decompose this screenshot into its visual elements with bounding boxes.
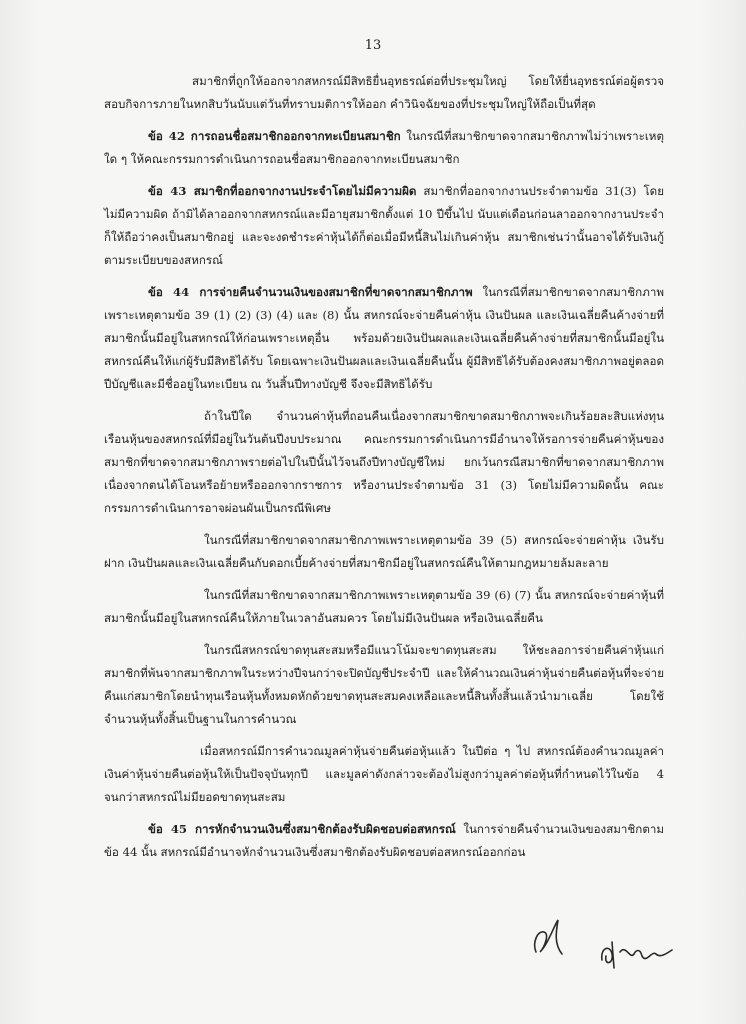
- article-44-heading: ข้อ 44 การจ่ายคืนจำนวนเงินของสมาชิกที่ขาดจากสมาชิกภาพ: [148, 285, 473, 299]
- article-42-heading: ข้อ 42 การถอนชื่อสมาชิกออกจากทะเบียนสมาชิก: [148, 129, 401, 143]
- article-44-text: ในกรณีที่สมาชิกขาดจากสมาชิกภาพเพราะเหตุตามข้อ 39 (1) (2) (3) (4) และ (8) นั้น สหกรณ์จะจ่ายคืนค่าหุ้น เงินปันผล และเงินเฉลี่ยคืนค้างจ่ายที่สมาชิกนั้นมีอยู่ในสหกรณ์ให้ก่อนเพราะเหตุอื่น พร้อมด้วยเงินปันผลและเงินเฉลี่ยคืนค้างจ่ายที่สมาชิกนั้นมีอยู่ในสหกรณ์คืนให้แก่ผู้รับมีสิทธิได้รับ โดยเฉพาะเงินปันผลและเงินเฉลี่ยคืนนั้น ผู้มีสิทธิได้รับต้องคงสมาชิกภาพอยู่ตลอดปีบัญชีและมีชื่ออยู่ในทะเบียน ณ วันสิ้นปีทางบัญชี จึงจะมีสิทธิได้รับ: [104, 285, 664, 391]
- signature-1-icon: [528, 912, 568, 962]
- article-44-paragraph-2: ถ้าในปีใด จำนวนค่าหุ้นที่ถอนคืนเนื่องจากสมาชิกขาดสมาชิกภาพจะเกินร้อยละสิบแห่งทุนเรือนหุ้นของสหกรณ์ที่มีอยู่ในวันต้นปีงบประมาณ คณะกรรมการดำเนินการมีอำนาจให้รอการจ่ายคืนค่าหุ้นของสมาชิกที่ขาดจากสมาชิกภาพรายต่อไปในปีนั้นไว้จนถึงปีทางบัญชีใหม่ ยกเว้นกรณีสมาชิกที่ขาดจากสมาชิกภาพเนื่องจากตนได้โอนหรือย้ายหรือออกจากราชการ หรืองานประจำตามข้อ 31 (3) โดยไม่มีความผิดนั้น คณะกรรมการดำเนินการอาจผ่อนผันเป็นกรณีพิเศษ: [104, 409, 664, 515]
- document-body: [104, 70, 664, 873]
- article-42-text: ในกรณีที่สมาชิกขาดจากสมาชิกภาพไม่ว่าเพราะเหตุใด ๆ ให้คณะกรรมการดำเนินการถอนชื่อสมาชิกออกจากทะเบียนสมาชิก: [104, 129, 664, 166]
- page-number: 13: [364, 38, 382, 53]
- article-44-paragraph-6: เมื่อสหกรณ์มีการคำนวณมูลค่าหุ้นจ่ายคืนต่อหุ้นแล้ว ในปีต่อ ๆ ไป สหกรณ์ต้องคำนวณมูลค่าเงินค่าหุ้นจ่ายคืนต่อหุ้นให้เป็นปัจจุบันทุกปี และมูลค่าดังกล่าวจะต้องไม่สูงกว่ามูลค่าต่อหุ้นที่กำหนดไว้ในข้อ 4 จนกว่าสหกรณ์ไม่มียอดขาดทุนสะสม: [104, 744, 664, 804]
- article-45-heading: ข้อ 45 การหักจำนวนเงินซึ่งสมาชิกต้องรับผิดชอบต่อสหกรณ์: [148, 822, 456, 836]
- article-45: [104, 818, 664, 864]
- article-44-paragraph-3: ในกรณีที่สมาชิกขาดจากสมาชิกภาพเพราะเหตุตามข้อ 39 (5) สหกรณ์จะจ่ายค่าหุ้น เงินรับฝาก เงินปันผลและเงินเฉลี่ยคืนกับดอกเบี้ยค้างจ่ายที่สมาชิกมีอยู่ในสหกรณ์คืนให้ตามกฎหมายล้มละลาย: [104, 533, 664, 570]
- article-44: [104, 281, 664, 396]
- article-45-text: ในการจ่ายคืนจำนวนเงินของสมาชิกตามข้อ 44 นั้น สหกรณ์มีอำนาจหักจำนวนเงินซึ่งสมาชิกต้องรับผิดชอบต่อสหกรณ์ออกก่อน: [104, 822, 664, 859]
- signature-2-icon: [596, 930, 676, 975]
- paragraph-appeal: สมาชิกที่ถูกให้ออกจากสหกรณ์มีสิทธิยื่นอุทธรณ์ต่อที่ประชุมใหญ่ โดยให้ยื่นอุทธรณ์ต่อผู้ตรวจสอบกิจการภายในหกสิบวันนับแต่วันที่ทราบมติการให้ออก คำวินิจฉัยของที่ประชุมใหญ่ให้ถือเป็นที่สุด: [104, 74, 664, 111]
- article-44-paragraph-5: ในกรณีสหกรณ์ขาดทุนสะสมหรือมีแนวโน้มจะขาดทุนสะสม ให้ชะลอการจ่ายคืนค่าหุ้นแก่สมาชิกที่พ้นจากสมาชิกภาพในระหว่างปีจนกว่าจะปิดบัญชีประจำปี และให้คำนวณเงินค่าหุ้นจ่ายคืนต่อหุ้นที่จะจ่ายคืนแก่สมาชิกโดยนำทุนเรือนหุ้นทั้งหมดหักด้วยขาดทุนสะสมคงเหลือและหนี้สินทั้งสิ้นแล้วนำมาเฉลี่ย โดยใช้จำนวนหุ้นทั้งสิ้นเป็นฐานในการคำนวณ: [104, 643, 664, 726]
- article-43-heading: ข้อ 43 สมาชิกที่ออกจากงานประจำโดยไม่มีความผิด: [148, 184, 417, 198]
- article-43-text: สมาชิกที่ออกจากงานประจำตามข้อ 31(3) โดยไม่มีความผิด ถ้ามิได้ลาออกจากสหกรณ์และมีอายุสมาชิกตั้งแต่ 10 ปีขึ้นไป นับแต่เดือนก่อนลาออกจากงานประจำ ก็ให้ถือว่าคงเป็นสมาชิกอยู่ และจะงดชำระค่าหุ้นได้ก็ต่อเมื่อมีหนี้สินไม่เกินค่าหุ้น สมาชิกเช่นว่านั้นอาจได้รับเงินกู้ตามระเบียบของสหกรณ์: [104, 184, 664, 267]
- article-42: [104, 125, 664, 171]
- article-44-paragraph-4: ในกรณีที่สมาชิกขาดจากสมาชิกภาพเพราะเหตุตามข้อ 39 (6) (7) นั้น สหกรณ์จะจ่ายค่าหุ้นที่สมาชิกนั้นมีอยู่ในสหกรณ์คืนให้ภายในเวลาอันสมควร โดยไม่มีเงินปันผล หรือเงินเฉลี่ยคืน: [104, 588, 664, 625]
- article-43: [104, 180, 664, 272]
